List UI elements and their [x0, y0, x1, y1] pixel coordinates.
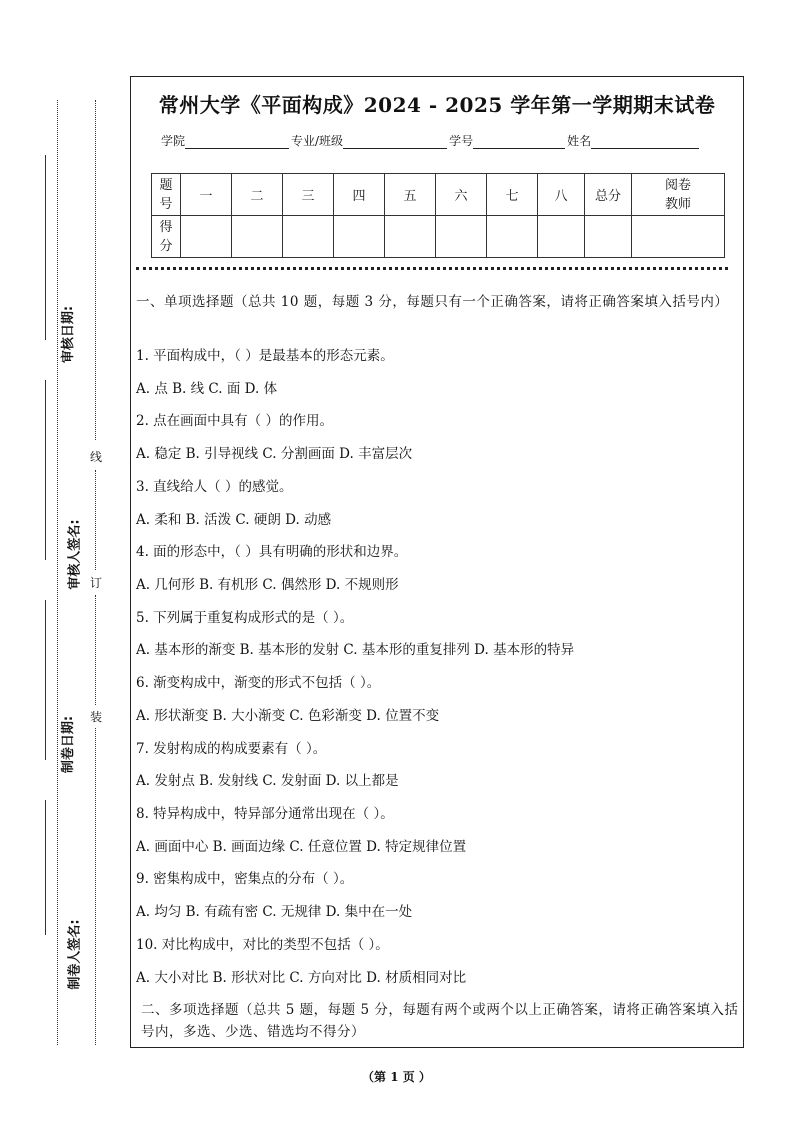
sidebar-signature-line	[45, 600, 46, 760]
question-text: 8. 特异构成中，特异部分通常出现在（ ）。	[136, 806, 394, 822]
binding-dotted-line	[95, 595, 96, 705]
score-table-col: 八	[538, 174, 585, 216]
question-options: A. 均匀 B. 有疏有密 C. 无规律 D. 集中在一处	[136, 904, 413, 920]
question-options: A. 基本形的渐变 B. 基本形的发射 C. 基本形的重复排列 D. 基本形的特异	[136, 642, 575, 658]
binding-char-ding: 订	[90, 576, 103, 590]
name-label: 姓名	[567, 134, 592, 148]
score-cell[interactable]	[436, 216, 487, 258]
student-id-label: 学号	[449, 134, 474, 148]
score-table-col: 总分	[585, 174, 632, 216]
question-options: A. 画面中心 B. 画面边缘 C. 任意位置 D. 特定规律位置	[136, 839, 467, 855]
question-options: A. 几何形 B. 有机形 C. 偶然形 D. 不规则形	[136, 577, 399, 593]
question-text: 4. 面的形态中，（ ）具有明确的形状和边界。	[136, 544, 408, 560]
binding-dotted-line	[95, 100, 96, 440]
question-options: A. 形状渐变 B. 大小渐变 C. 色彩渐变 D. 位置不变	[136, 708, 440, 724]
score-table-col: 二	[232, 174, 283, 216]
section2-heading: 二、多项选择题（总共 5 题，每题 5 分，每题有两个或两个以上正确答案，请将正确答案填入括号内，多选、少选、错选均不得分）	[141, 1002, 739, 1040]
score-cell[interactable]	[585, 216, 632, 258]
maker-sign-label: 制卷人签名:	[67, 919, 83, 990]
sidebar-signature-line	[45, 155, 46, 340]
question-text: 1. 平面构成中，（ ）是最基本的形态元素。	[136, 348, 394, 364]
exam-frame	[130, 76, 744, 1048]
question-options: A. 稳定 B. 引导视线 C. 分割画面 D. 丰富层次	[136, 446, 413, 462]
sidebar-signature-line	[45, 800, 46, 935]
reviewer-sign-label: 审核人签名:	[67, 519, 83, 590]
score-table-col: 三	[283, 174, 334, 216]
score-table-col: 五	[385, 174, 436, 216]
binding-dotted-line	[95, 728, 96, 1045]
major-field[interactable]	[343, 135, 447, 149]
score-table-col: 一	[181, 174, 232, 216]
score-cell[interactable]	[334, 216, 385, 258]
college-field[interactable]	[185, 135, 289, 149]
question-text: 10. 对比构成中，对比的类型不包括（ ）。	[136, 937, 389, 953]
question-options: A. 大小对比 B. 形状对比 C. 方向对比 D. 材质相同对比	[136, 970, 467, 986]
score-table-col: 七	[487, 174, 538, 216]
score-table	[151, 173, 725, 258]
score-cell[interactable]	[538, 216, 585, 258]
score-table-col: 六	[436, 174, 487, 216]
name-field[interactable]	[591, 135, 699, 149]
score-table-col: 四	[334, 174, 385, 216]
question-options: A. 发射点 B. 发射线 C. 发射面 D. 以上都是	[136, 773, 399, 789]
score-cell[interactable]	[283, 216, 334, 258]
score-table-header: 得 分	[152, 216, 181, 258]
binding-char-line: 线	[90, 450, 103, 464]
question-text: 7. 发射构成的构成要素有（ ）。	[136, 741, 327, 757]
score-cell[interactable]	[385, 216, 436, 258]
question-text: 3. 直线给人（ ）的感觉。	[136, 479, 293, 495]
college-label: 学院	[161, 134, 186, 148]
dotted-separator	[136, 267, 728, 270]
binding-char-zhuang: 装	[90, 710, 103, 724]
score-table-col: 阅卷 教师	[632, 174, 725, 216]
question-options: A. 柔和 B. 活泼 C. 硬朗 D. 动感	[136, 512, 332, 528]
binding-dotted-line	[95, 470, 96, 570]
score-cell[interactable]	[181, 216, 232, 258]
sidebar-dotted-line	[57, 100, 58, 1045]
major-label: 专业/班级	[291, 134, 344, 148]
student-info-row	[161, 132, 701, 149]
question-options: A. 点 B. 线 C. 面 D. 体	[136, 381, 278, 397]
exam-title: 常州大学《平面构成》2024 - 2025 学年第一学期期末试卷	[158, 93, 716, 117]
question-text: 5. 下列属于重复构成形式的是（ ）。	[136, 610, 354, 626]
make-date-label: 制卷日期:	[61, 715, 77, 774]
score-table-header: 题 号	[152, 174, 181, 216]
score-cell[interactable]	[487, 216, 538, 258]
score-cell[interactable]	[232, 216, 283, 258]
question-text: 9. 密集构成中，密集点的分布（ ）。	[136, 871, 354, 887]
student-id-field[interactable]	[473, 135, 565, 149]
section1-heading: 一、单项选择题（总共 10 题，每题 3 分，每题只有一个正确答案，请将正确答案填入括号内）	[136, 294, 729, 310]
page-number: （第 1 页 ）	[362, 1070, 431, 1084]
review-date-label: 审核日期:	[61, 305, 77, 364]
question-text: 2. 点在画面中具有（ ）的作用。	[136, 413, 333, 429]
sidebar-signature-line	[45, 380, 46, 560]
score-cell[interactable]	[632, 216, 725, 258]
question-text: 6. 渐变构成中，渐变的形式不包括（ ）。	[136, 675, 381, 691]
